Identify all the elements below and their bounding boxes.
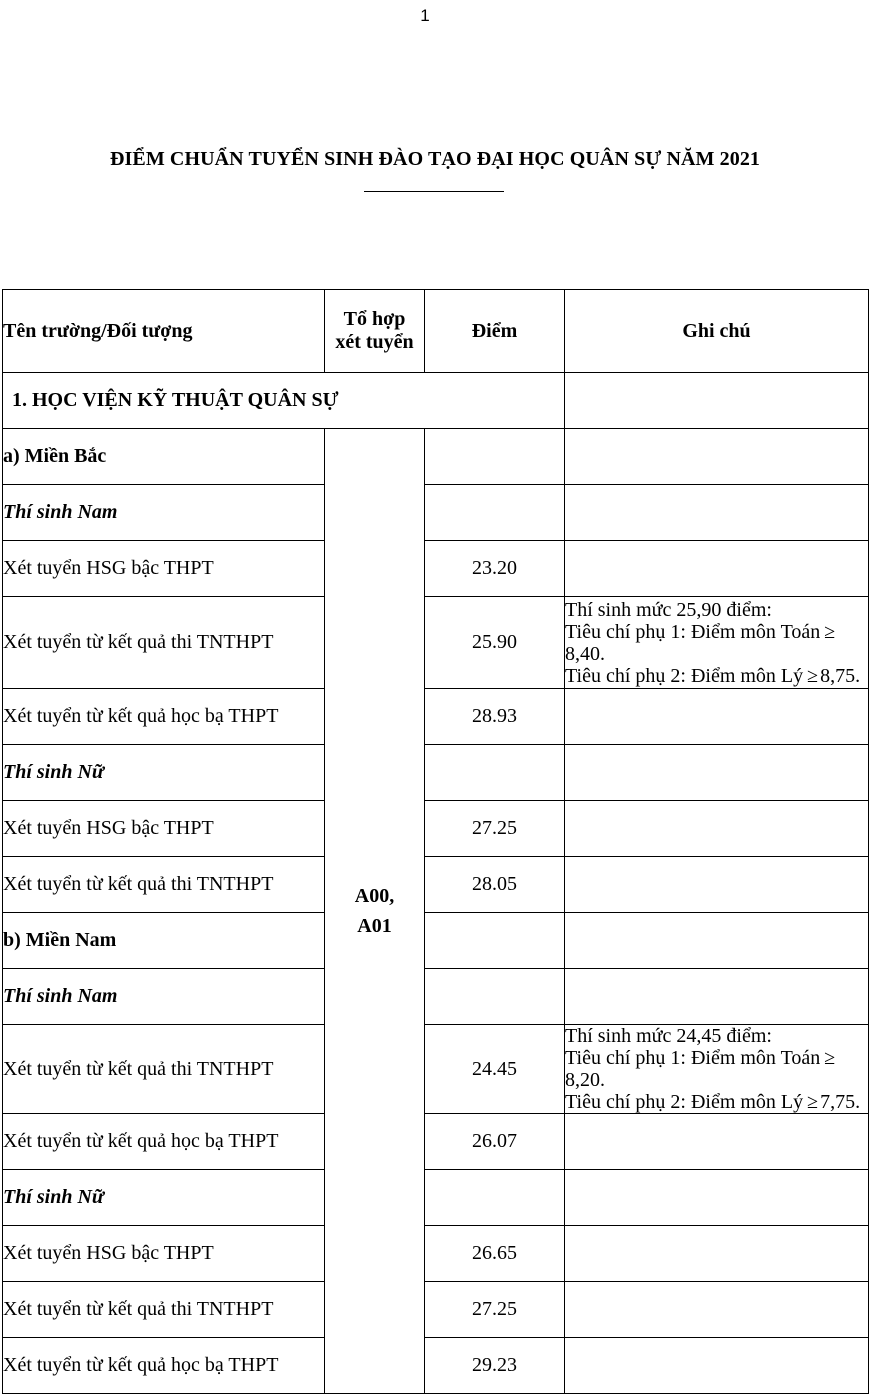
row-name: Thí sinh Nam [3,485,325,541]
greater-equal-icon: ≥ [824,620,836,643]
row-note [565,485,869,541]
row-note [565,857,869,913]
row-name: Xét tuyển HSG bậc THPT [3,541,325,597]
combo-line1: A00, [354,885,395,907]
note-criterion: Tiêu chí phụ 1: Điểm môn Toán [565,1047,821,1069]
page-number: 1 [420,6,430,25]
table-body [3,429,869,1394]
table-row [3,541,869,597]
row-note [565,541,869,597]
row-note [565,801,869,857]
row-name: Xét tuyển từ kết quả thi TNTHPT [3,1282,325,1338]
row-note [565,689,869,745]
row-name: Xét tuyển từ kết quả thi TNTHPT [3,1025,325,1114]
row-score: 23.20 [425,541,565,597]
note-line [565,1091,868,1113]
row-name: Thí sinh Nam [3,969,325,1025]
row-name: Thí sinh Nữ [3,1170,325,1226]
title-underline [364,191,504,192]
table-row [3,1114,869,1170]
table-header-row [3,290,869,373]
note-line: Thí sinh mức 25,90 điểm: [565,598,772,621]
combo-cell [325,429,425,1394]
note-line [565,1047,868,1091]
header-score: Điểm [425,290,565,373]
row-name: Thí sinh Nữ [3,745,325,801]
row-score [425,745,565,801]
note-criterion: Tiêu chí phụ 1: Điểm môn Toán [565,620,821,643]
greater-equal-icon: ≥ [807,664,819,687]
greater-equal-icon: ≥ [807,1091,819,1113]
section-note-cell [565,373,869,429]
greater-equal-icon: ≥ [824,1047,836,1069]
row-note [565,597,869,689]
row-note [565,1170,869,1226]
note-threshold: 7,75. [820,1091,861,1113]
note-threshold: 8,75. [820,664,861,687]
table-row [3,1226,869,1282]
row-score: 27.25 [425,1282,565,1338]
combo-line2: A01 [357,915,392,937]
note-line: Thí sinh mức 24,45 điểm: [565,1025,772,1047]
note-line [565,621,868,665]
note-criterion: Tiêu chí phụ 2: Điểm môn Lý [565,664,804,687]
header-note: Ghi chú [565,290,869,373]
row-note [565,429,869,485]
row-note [565,913,869,969]
row-note [565,1114,869,1170]
row-score [425,429,565,485]
row-name: Xét tuyển HSG bậc THPT [3,801,325,857]
header-combo [325,290,425,373]
table-row [3,857,869,913]
row-score [425,1170,565,1226]
note-line [565,665,868,687]
header-combo-line1: Tổ hợp [343,308,406,330]
admission-score-table [2,289,869,1394]
note-threshold: 8,20. [565,1069,605,1091]
row-name: Xét tuyển HSG bậc THPT [3,1226,325,1282]
table-row [3,597,869,689]
note-threshold: 8,40. [565,642,605,665]
row-score [425,969,565,1025]
row-note [565,1025,869,1114]
row-score: 27.25 [425,801,565,857]
table-row [3,689,869,745]
row-score: 29.23 [425,1338,565,1394]
note-criterion: Tiêu chí phụ 2: Điểm môn Lý [565,1091,804,1113]
row-note [565,1226,869,1282]
table-row [3,801,869,857]
row-score: 24.45 [425,1025,565,1114]
header-name: Tên trường/Đối tượng [3,290,325,373]
row-name: Xét tuyển từ kết quả học bạ THPT [3,1114,325,1170]
row-name: b) Miền Nam [3,913,325,969]
table-row [3,745,869,801]
row-name: Xét tuyển từ kết quả học bạ THPT [3,689,325,745]
row-note [565,1338,869,1394]
row-score: 26.65 [425,1226,565,1282]
section-title: 1. HỌC VIỆN KỸ THUẬT QUÂN SỰ [3,373,565,429]
header-combo-line2: xét tuyển [335,331,414,353]
row-score: 26.07 [425,1114,565,1170]
row-note [565,969,869,1025]
table-row [3,485,869,541]
table-row [3,1025,869,1114]
page-title: ĐIỂM CHUẨN TUYỂN SINH ĐÀO TẠO ĐẠI HỌC QUÂN SỰ NĂM 2021 [109,148,761,170]
row-name: Xét tuyển từ kết quả thi TNTHPT [3,597,325,689]
row-name: Xét tuyển từ kết quả thi TNTHPT [3,857,325,913]
section-row [3,373,869,429]
row-name: Xét tuyển từ kết quả học bạ THPT [3,1338,325,1394]
table-row [3,1282,869,1338]
row-note [565,1282,869,1338]
row-score: 28.93 [425,689,565,745]
row-score: 28.05 [425,857,565,913]
table-row [3,969,869,1025]
table-row [3,429,869,485]
table-row [3,1338,869,1394]
row-score [425,913,565,969]
row-name: a) Miền Bắc [3,429,325,485]
table-row [3,1170,869,1226]
row-note [565,745,869,801]
row-score: 25.90 [425,597,565,689]
row-score [425,485,565,541]
table-row [3,913,869,969]
